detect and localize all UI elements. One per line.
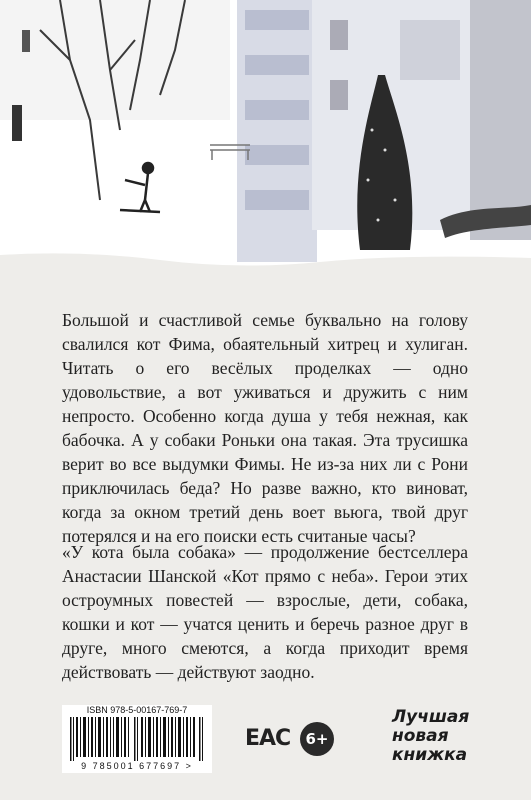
isbn-barcode-block bbox=[62, 705, 212, 773]
isbn-label: ISBN 978-5-00167-769-7 bbox=[86, 705, 188, 715]
barcode-digits: 9 785001 677697 > bbox=[81, 761, 193, 771]
logo-line-2: новая bbox=[392, 726, 449, 746]
blurb-paragraph-2: «У кота была собака» — продолжение бестселлера Анастасии Шанской «Кот прямо с неба». Герои этих остроумных повестей — взрослые, дети, собака, кошки и кот — учатся ценить и беречь разное друг в друге, много смеются, а когда приходит время действовать — действуют заодно. bbox=[62, 542, 468, 682]
logo-line-1: Лучшая bbox=[392, 707, 470, 727]
barcode-icon bbox=[70, 717, 204, 761]
winter-scene-image bbox=[0, 0, 531, 290]
logo-line-3: книжка bbox=[392, 745, 468, 765]
cover-illustration bbox=[0, 0, 531, 290]
eac-mark: ЕАС bbox=[245, 726, 291, 751]
publisher-logo bbox=[392, 708, 476, 765]
blurb-paragraph-1: Большой и счастливой семье буквально на голову свалился кот Фима, обаятельный хитрец и хулиган. Читать о его весёлых проделках — одно удовольствие, а вот уживаться и дружить с ним непросто. Особенно когда душа у тебя нежная, как бабочка. А у собаки Роньки она такая. Эта трусишка верит во все выдумки Фимы. Не из-за них ли с Рони приключилась беда? Но разве важно, кто виноват, когда за окном третий день воет вьюга, твой друг потерялся и на его поиски есть считаные часы? bbox=[62, 310, 468, 546]
age-rating-badge: 6+ bbox=[300, 722, 334, 756]
